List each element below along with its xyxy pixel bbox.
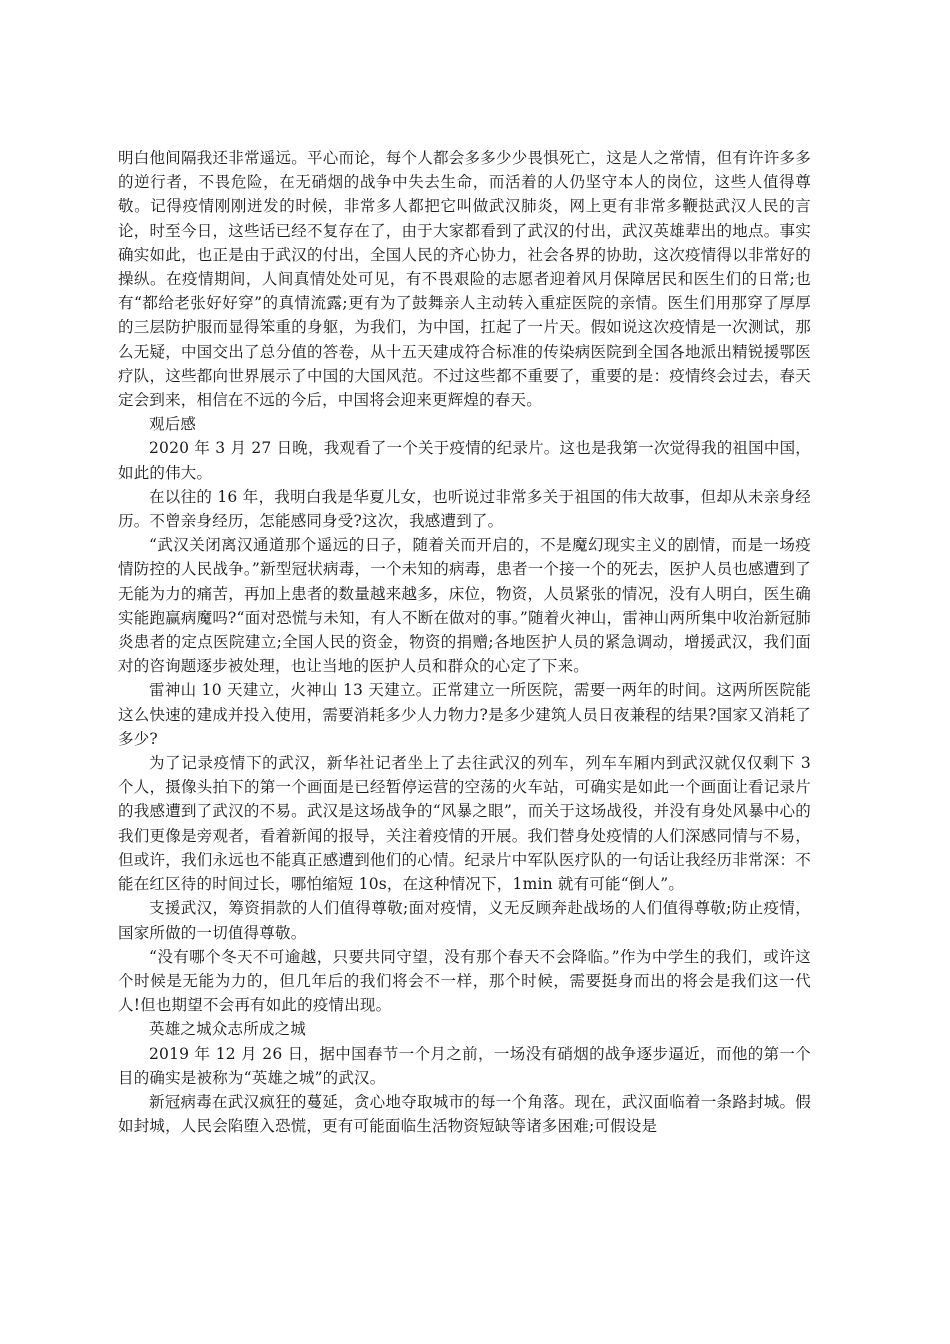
document-page — [118, 146, 811, 1138]
section-heading-hero-city: 英雄之城众志所成之城 — [149, 1020, 307, 1039]
paragraph: 支援武汉，筹资捐款的人们值得尊敬;面对疫情，义无反顾奔赴战场的人们值得尊敬;防止疫情，国家所做的一切值得尊敬。 — [118, 899, 811, 942]
paragraph: 在以往的 16 年，我明白我是华夏儿女，也听说过非常多关于祖国的伟大故事，但却从未亲身经历。不曾亲身经历，怎能感同身受?这次，我感遭到了。 — [118, 487, 811, 531]
paragraph: 2020 年 3 月 27 日晚，我观看了一个关于疫情的纪录片。这也是我第一次觉得我的祖国中国，如此的伟大。 — [118, 439, 811, 482]
paragraph: 2019 年 12 月 26 日，据中国春节一个月之前，一场没有硝烟的战争逐步逼近，而他的第一个目的确实是被称为“英雄之城”的武汉。 — [118, 1044, 811, 1087]
paragraph-continued: 明白他间隔我还非常遥远。平心而论，每个人都会多多少少畏惧死亡，这是人之常情，但有许许多多的逆行者，不畏危险，在无硝烟的战争中失去生命，而活着的人仍坚守本人的岗位，这些人值得尊敬。记得疫情刚刚迸发的时候，非常多人都把它叫做武汉肺炎，网上更有非常多鞭挞武汉人民的言论，时至今日，这些话已经不复存在了，由于大家都看到了武汉的付出，武汉英雄辈出的地点。事实确实如此，也正是由于武汉的付出，全国人民的齐心协力，社会各界的协助，这次疫情得以非常好的操纵。在疫情期间，人间真情处处可见，有不畏艰险的志愿者迎着风月保障居民和医生们的日常;也有“都给老张好好穿”的真情流露;更有为了鼓舞亲人主动转入重症医院的亲情。医生们用那穿了厚厚的三层防护服而显得笨重的身躯，为我们，为中国，扛起了一片天。假如说这次疫情是一次测试，那么无疑，中国交出了总分值的答卷，从十五天建成符合标准的传染病医院到全国各地派出精锐援鄂医疗队，这些都向世界展示了中国的大国风范。不过这些都不重要了，重要的是：疫情终会过去，春天定会到来，相信在不远的今后，中国将会迎来更辉煌的春天。 — [118, 149, 811, 410]
paragraph: “武汉关闭离汉通道那个遥远的日子，随着关而开启的，不是魔幻现实主义的剧情，而是一场疫情防控的人民战争。”新型冠状病毒，一个未知的病毒，患者一个接一个的死去，医护人员也感遭到了无能为力的痛苦，再加上患者的数量越来越多，床位，物资，人员紧张的情况，没有人明白，医生确实能跑赢病魔吗?“面对恐慌与未知，有人不断在做对的事。”随着火神山，雷神山两所集中收治新冠肺炎患者的定点医院建立;全国人民的资金，物资的捐赠;各地医护人员的紧急调动，增援武汉，我们面对的咨询题逐步被处理，也让当地的医护人员和群众的心定了下来。 — [118, 536, 811, 676]
paragraph: 为了记录疫情下的武汉，新华社记者坐上了去往武汉的列车，列车车厢内到武汉就仅仅剩下 3 个人，摄像头拍下的第一个画面是已经暂停运营的空荡的火车站，可确实是如此一个画面让看记录片的我感遭到了武汉的不易。武汉是这场战争的“风暴之眼”，而关于这场战役，并没有身处风暴中心的我们更像是旁观者，看着新闻的报导，关注着疫情的开展。我们替身处疫情的人们深感同情与不易，但或许，我们永远也不能真正感遭到他们的心情。纪录片中军队医疗队的一句话让我经历非常深：不能在红区待的时间过长，哪怕缩短 10s，在这种情况下，1min 就有可能“倒人”。 — [118, 754, 811, 894]
paragraph: 新冠病毒在武汉疯狂的蔓延，贪心地夺取城市的每一个角落。现在，武汉面临着一条路封城。假如封城，人民会陷堕入恐慌，更有可能面临生活物资短缺等诸多困难;可假设是 — [118, 1092, 811, 1136]
paragraph: “没有哪个冬天不可逾越，只要共同守望，没有那个春天不会降临。”作为中学生的我们，或许这个时候是无能为力的，但几年后的我们将会不一样，那个时候，需要挺身而出的将会是我们这一代人!但也期望不会再有如此的疫情出现。 — [118, 947, 811, 1015]
paragraph: 雷神山 10 天建立，火神山 13 天建立。正常建立一所医院，需要一两年的时间。这两所医院能这么快速的建成并投入使用，需要消耗多少人力物力?是多少建筑人员日夜兼程的结果?国家又消耗了多少? — [118, 681, 811, 748]
section-heading-reflection: 观后感 — [149, 415, 197, 434]
